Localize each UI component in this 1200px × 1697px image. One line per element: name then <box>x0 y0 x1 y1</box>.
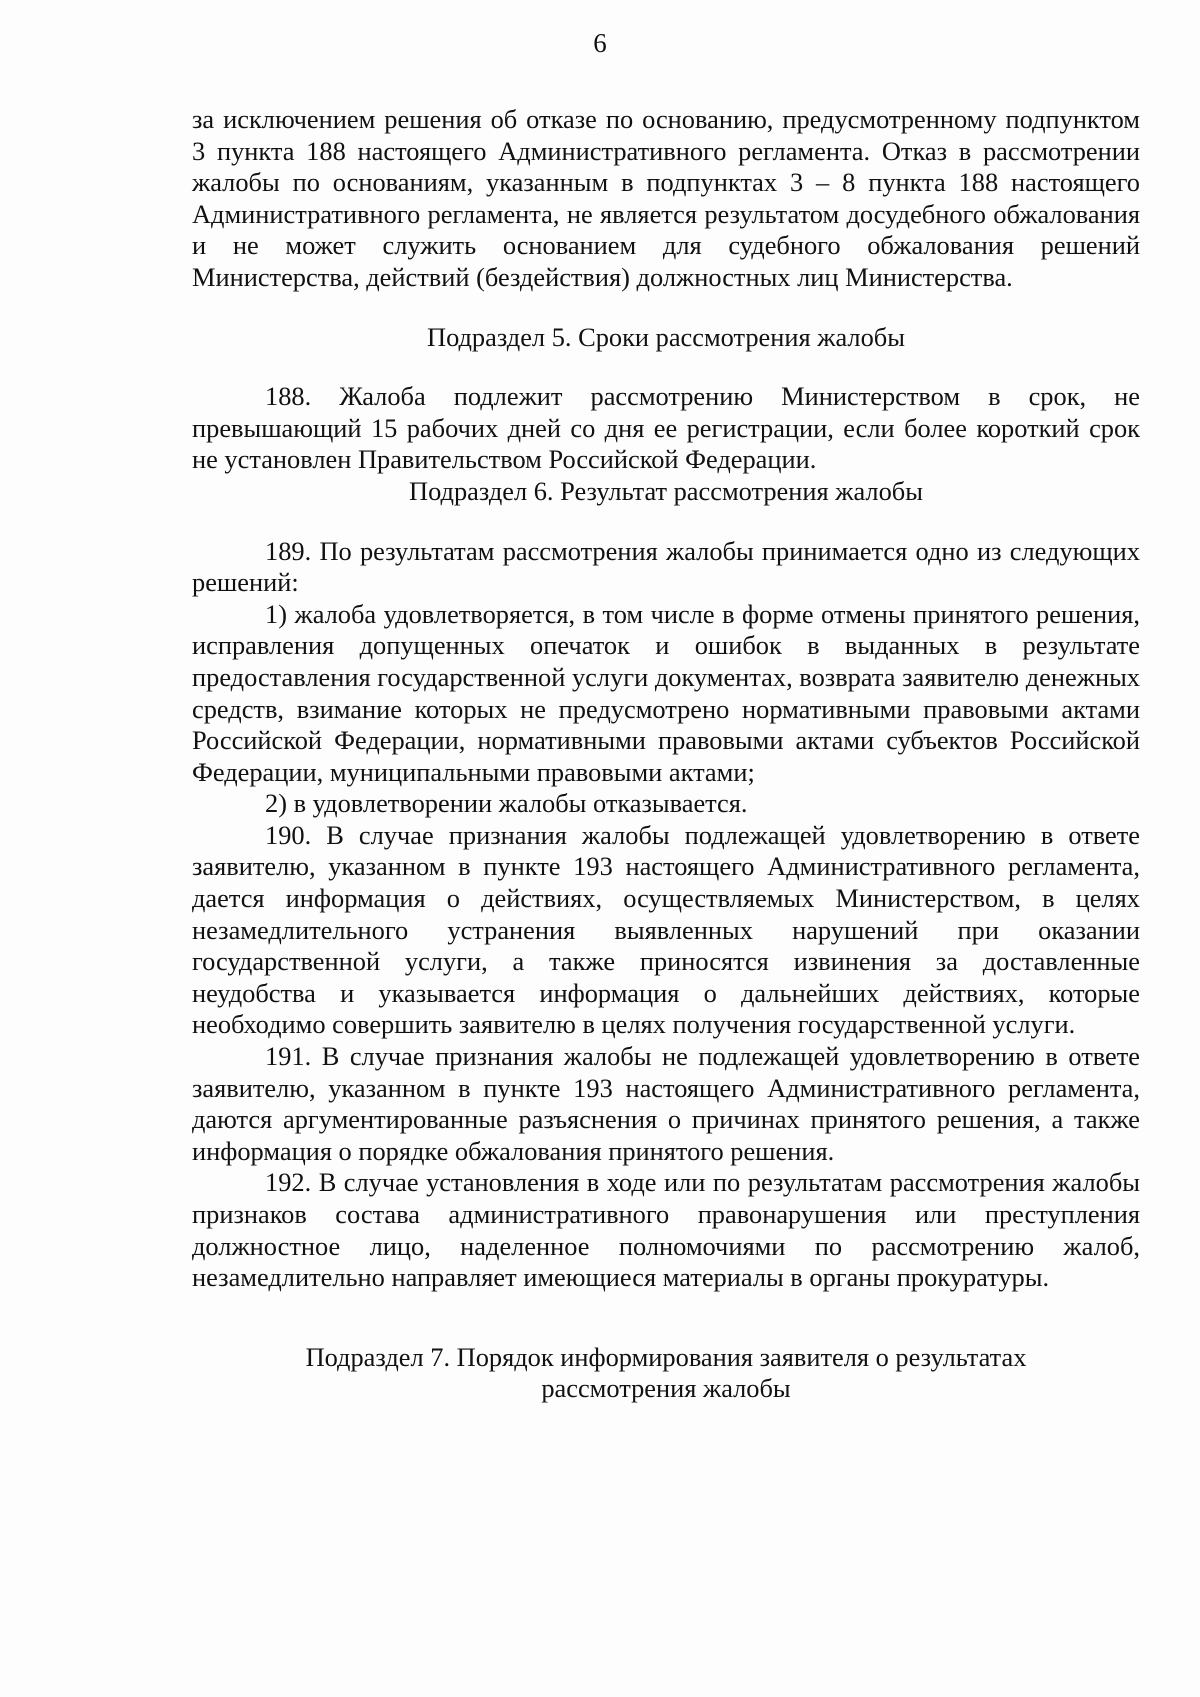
section-7-heading-line-1: Подраздел 7. Порядок информирования заявителя о результатах <box>305 1341 1027 1372</box>
paragraph-188: 188. Жалоба подлежит рассмотрению Министерством в срок, не превышающий 15 рабочих дней со дня ее регистрации, если более короткий срок не установлен Правительством Российской Федерации. <box>192 381 1140 475</box>
paragraph-189-item-1: 1) жалоба удовлетворяется, в том числе в форме отмены принятого решения, исправления допущенных опечаток и ошибок в выданных в результате предоставления государственной услуги документах, возврата заявителю денежных средств, взимание которых не предусмотрено нормативными правовыми актами Российской Федерации, нормативными правовыми актами субъектов Российской Федерации, муниципальными правовыми актами; <box>192 598 1140 787</box>
paragraph-190: 190. В случае признания жалобы подлежащей удовлетворению в ответе заявителю, указанном в пункте 193 настоящего Административного регламента, дается информация о действиях, осуществляемых Министерством, в целях незамедлительного устранения выявленных нарушений при оказании государственной услуги, а также приносятся извинения за доставленные неудобства и указывается информация о дальнейших действиях, которые необходимо совершить заявителю в целях получения государственной услуги. <box>192 819 1140 1040</box>
paragraph-189: 189. По результатам рассмотрения жалобы принимается одно из следующих решений: <box>192 535 1140 598</box>
paragraph-189-item-2: 2) в удовлетворении жалобы отказывается. <box>265 788 748 819</box>
paragraph-191: 191. В случае признания жалобы не подлежащей удовлетворению в ответе заявителю, указанном в пункте 193 настоящего Административного регламента, даются аргументированные разъяснения о причинах принятого решения, а также информация о порядке обжалования принятого решения. <box>192 1041 1140 1166</box>
paragraph-192: 192. В случае установления в ходе или по результатам рассмотрения жалобы признаков состава административного правонарушения или преступления должностное лицо, наделенное полномочиями по рассмотрению жалоб, незамедлительно направляет имеющиеся материалы в органы прокуратуры. <box>192 1167 1140 1293</box>
section-6-heading: Подраздел 6. Результат рассмотрения жалобы <box>409 475 923 506</box>
section-5-heading: Подраздел 5. Сроки рассмотрения жалобы <box>427 321 905 352</box>
intro-paragraph: за исключением решения об отказе по основанию, предусмотренному подпунктом 3 пункта 188 настоящего Административного регламента. Отказ в рассмотрении жалобы по основаниям, указанным в подпунктах 3 – 8 пункта 188 настоящего Административного регламента, не является результатом досудебного обжалования и не может служить основанием для судебного обжалования решений Министерства, действий (бездействия) должностных лиц Министерства. <box>192 104 1140 292</box>
page-number: 6 <box>593 28 607 58</box>
document-body <box>192 104 1140 1405</box>
section-7-heading-line-2: рассмотрения жалобы <box>541 1373 791 1404</box>
